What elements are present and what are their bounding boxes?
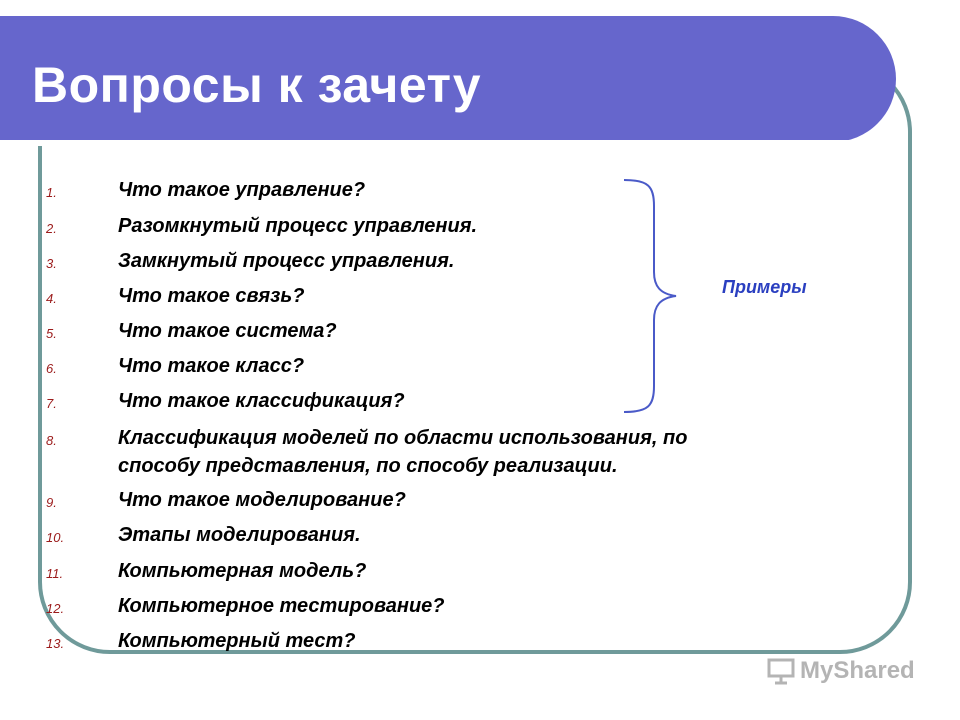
item-text: Замкнутый процесс управления.	[118, 250, 455, 272]
item-text: Что такое класс?	[118, 355, 305, 377]
header-bar	[0, 16, 896, 142]
item-number: 5.	[46, 326, 57, 341]
item-number: 9.	[46, 495, 57, 510]
item-text: Компьютерный тест?	[118, 630, 356, 652]
item-number: 3.	[46, 256, 57, 271]
item-text-continuation: способу представления, по способу реализации.	[118, 455, 618, 477]
item-text: Компьютерная модель?	[118, 560, 367, 582]
item-number: 2.	[46, 221, 57, 236]
item-number: 11.	[46, 566, 64, 581]
slide-title: Вопросы к зачету	[32, 57, 482, 113]
examples-label: Примеры	[722, 277, 807, 297]
curly-brace	[620, 176, 680, 416]
item-text: Классификация моделей по области использования, по	[118, 427, 688, 449]
item-number: 13.	[46, 636, 65, 651]
item-number: 6.	[46, 361, 57, 376]
item-text: Что такое моделирование?	[118, 489, 406, 511]
title-underline	[0, 140, 850, 146]
item-number: 1.	[46, 185, 57, 200]
item-text: Разомкнутый процесс управления.	[118, 215, 478, 237]
item-text: Что такое классификация?	[118, 390, 405, 412]
presentation-icon	[766, 656, 796, 686]
watermark-text: MyShared	[800, 657, 915, 684]
item-text: Что такое управление?	[118, 179, 366, 201]
item-number: 4.	[46, 291, 57, 306]
item-number: 10.	[46, 530, 65, 545]
item-number: 8.	[46, 433, 57, 448]
item-number: 12.	[46, 601, 65, 616]
item-text: Компьютерное тестирование?	[118, 595, 445, 617]
item-text: Что такое связь?	[118, 285, 305, 307]
watermark	[766, 656, 915, 686]
item-number: 7.	[46, 396, 57, 411]
item-text: Что такое система?	[118, 320, 337, 342]
item-text: Этапы моделирования.	[118, 524, 361, 546]
